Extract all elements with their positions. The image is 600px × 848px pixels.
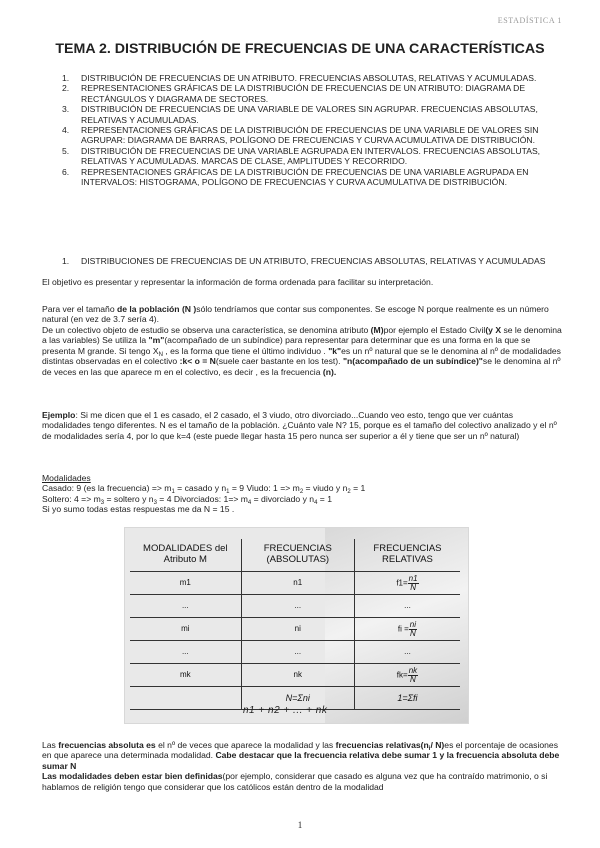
text-run: se le denomina a las variables) Se utiliza la xyxy=(42,325,562,346)
modalidades-line: Casado: 9 (es la frecuencia) => $m_1$ = casado y $n_1 = 9$ Viudo: $1 => m_2$ = viudo y $n_2 = 1$ xyxy=(42,483,366,496)
text-run: es el porcentaje de ocasiones en que aparece una determinada modalidad. xyxy=(42,740,559,761)
text-run-bold: (n xyxy=(420,740,429,750)
text-run: Para ver el tamaño xyxy=(42,304,117,314)
example-text: : Si me dicen que el 1 es casado, el 2 casado, el 3 viudo, otro divorciado...Cuando veo esto, tengo que ver cuántas modalidades tengo diferentes. N es el tamaño de la población. ¿Cuánto vale N? 15, porque es el tamaño del colectivo analizado y el nº de modalidades sería 4, por lo que k=4 (este puede llegar hasta 15 pero nunca ser superior a él y tiene que ser un nº natural) xyxy=(42,410,557,441)
toc-item xyxy=(62,104,562,125)
toc-number: 3. xyxy=(62,104,70,115)
handwritten-sum-note: n1 + n2 + ... + nk xyxy=(243,705,328,716)
text-run: De un colectivo objeto de estudio se observa una característica, se denomina atributo xyxy=(42,325,371,335)
table-cell: fk= $\frac{nk}{N}$ xyxy=(354,664,460,687)
text-run: es un nº natural que se le denomina al nº de modalidades distintas observadas en el colectivo xyxy=(42,345,561,367)
toc-text: REPRESENTACIONES GRÁFICAS DE LA DISTRIBUCIÓN DE FRECUENCIAS DE UN ATRIBUTO: DIAGRAMA DE RECTÁNGULOS Y DIAGRAMA DE SECTORES. xyxy=(81,83,526,104)
table-row xyxy=(130,595,460,618)
text-run-bold: (y X xyxy=(485,325,502,335)
frequency-table-image xyxy=(124,527,469,724)
toc-number: 5. xyxy=(62,145,70,156)
toc-text: REPRESENTACIONES GRÁFICAS DE LA DISTRIBUCIÓN DE FRECUENCIAS DE UNA VARIABLE AGRUPADA EN INTERVALOS: HISTOGRAMA, POLÍGONO DE FRECUENCIAS Y CURVA ACUMULATIVA DE DISTRIBUCIÓN. xyxy=(81,166,529,188)
text-run-bold: Las modalidades deben estar bien definidas xyxy=(42,771,223,782)
toc-item xyxy=(62,73,562,83)
toc-text: DISTRIBUCIÓN DE FRECUENCIAS DE UNA VARIABLE AGRUPADA EN INTERVALOS. FRECUENCIAS ABSOLUTAS, RELATIVAS Y ACUMULADAS. MARCAS DE CLASE, AMPLITUDES Y RECORRIDO. xyxy=(81,145,541,167)
page-title: TEMA 2. DISTRIBUCIÓN DE FRECUENCIAS DE UNA CARACTERÍSTICAS xyxy=(55,41,545,57)
modalidades-line: Soltero: $4 => m_3$ = soltero y $n_3 = 4$ Divorciados: $1=> m_4$ = divorciado y $n_4 = 1$ xyxy=(42,493,332,506)
table-cell: m1 xyxy=(130,572,241,595)
table-cell: N=Σni xyxy=(241,687,354,710)
section-heading xyxy=(62,256,562,266)
text-run: por ejemplo el Estado Civil xyxy=(383,325,486,335)
table-cell: ... xyxy=(130,641,241,664)
modalidades-block xyxy=(42,473,562,515)
frequency-table xyxy=(130,539,460,710)
text-run: el nº de veces que aparece la modalidad y las xyxy=(155,740,336,750)
toc-text: DISTRIBUCIÓN DE FRECUENCIAS DE UN ATRIBUTO. FRECUENCIAS ABSOLUTAS, RELATIVAS Y ACUMULADAS. xyxy=(81,73,537,83)
text-run: Las xyxy=(42,740,59,750)
toc-item xyxy=(62,125,562,146)
toc-number: 6. xyxy=(62,166,70,177)
text-run-bold: frecuencias absoluta es xyxy=(58,740,156,750)
table-cell: ... xyxy=(130,595,241,618)
table-row xyxy=(130,572,460,595)
text-run: , es la forma que tiene el último individuo . xyxy=(162,345,329,356)
table-row xyxy=(130,641,460,664)
population-paragraph xyxy=(42,304,562,325)
table-header: MODALIDADES del Atributo M xyxy=(130,539,241,572)
toc-item xyxy=(62,83,562,104)
header-tag: ESTADÍSTICA 1 xyxy=(497,16,562,25)
table-of-contents xyxy=(62,73,562,187)
table-row xyxy=(130,618,460,641)
text-run-bold: frecuencias relativas xyxy=(335,740,421,750)
table-cell: ... xyxy=(241,595,354,618)
subscript: N xyxy=(158,351,163,358)
objective-text: El objetivo es presentar y representar la información de forma ordenada para facilitar su interpretación. xyxy=(42,277,434,287)
table-cell: ni xyxy=(241,618,354,641)
text-run-bold: / N) xyxy=(430,740,445,750)
table-header: FRECUENCIAS (ABSOLUTAS) xyxy=(241,539,354,572)
text-run: (suele caer bastante en los test). xyxy=(215,356,343,367)
text-run: (acompañado de un subíndice) para representar para determinar que es una forma en la que se presenta M grande. Si tengo X xyxy=(42,335,531,356)
section-title: DISTRIBUCIONES DE FRECUENCIAS DE UN ATRIBUTO, FRECUENCIAS ABSOLUTAS, RELATIVAS Y ACUMULADAS xyxy=(81,256,546,266)
text-run: se le denomina al nº de veces en las que aparece m en el colectivo, es decir , es la frecuencia xyxy=(42,356,561,377)
attribute-paragraph xyxy=(42,325,562,377)
table-cell: ... xyxy=(354,641,460,664)
table-header: FRECUENCIAS RELATIVAS xyxy=(354,539,460,572)
table-cell: n1 xyxy=(241,572,354,595)
table-cell: nk xyxy=(241,664,354,687)
text-run-bold: Cabe destacar que la frecuencia relativa debe sumar 1 y la frecuencia absoluta debe sumar N xyxy=(42,750,560,771)
text-run: (por ejemplo, considerar que casado es alguna vez que ha contraído matrimonio, o si hablamos de religión tengo que considerar que los católicos están dentro de la modalidad xyxy=(42,771,548,792)
example-label: Ejemplo xyxy=(42,410,76,420)
table-row xyxy=(130,664,460,687)
modalidades-heading: Modalidades xyxy=(42,473,91,483)
table-cell: 1=Σfi xyxy=(354,687,460,710)
text-run-bold: (n). xyxy=(322,366,337,377)
table-cell: fi = $\frac{ni}{N}$ xyxy=(354,618,460,641)
toc-item xyxy=(62,167,562,188)
toc-number: 1. xyxy=(62,73,70,83)
subscript: i xyxy=(428,746,431,752)
table-cell xyxy=(130,687,241,710)
text-run: sólo tendríamos que contar sus componentes. Se escoge N porque realmente es un número natural (en vez de 3.7 sería 4). xyxy=(42,304,549,325)
page-number: 1 xyxy=(297,820,303,830)
frequencies-paragraph xyxy=(42,740,562,792)
text-run-bold: (M) xyxy=(370,325,384,335)
toc-text: REPRESENTACIONES GRÁFICAS DE LA DISTRIBUCIÓN DE FRECUENCIAS DE UNA VARIABLE DE VALORES SIN AGRUPAR: DIAGRAMA DE BARRAS, POLÍGONO DE FRECUENCIAS Y CURVA ACUMULATIVA DE DISTRIBUCIÓN. xyxy=(81,125,539,146)
toc-item xyxy=(62,146,562,167)
section-number: 1. xyxy=(62,256,70,266)
modalidades-line: Si yo sumo todas estas respuestas me da N = 15 . xyxy=(42,504,235,515)
text-run-bold: "n xyxy=(342,356,353,367)
example-paragraph xyxy=(42,410,562,441)
text-run-bold: de la población (N ) xyxy=(117,304,197,314)
objective-paragraph xyxy=(42,277,562,287)
table-cell: ... xyxy=(354,595,460,618)
table-cell: mk xyxy=(130,664,241,687)
text-run-bold: "k" xyxy=(328,345,342,356)
text-run-bold: (acompañado de un subíndice)" xyxy=(352,356,483,367)
table-cell: mi xyxy=(130,618,241,641)
text-run-bold: "m" xyxy=(148,335,165,346)
table-cell: ... xyxy=(241,641,354,664)
table-cell: f1= $\frac{n1}{N}$ xyxy=(354,572,460,595)
toc-number: 4. xyxy=(62,125,70,136)
toc-number: 2. xyxy=(62,83,70,94)
toc-text: DISTRIBUCIÓN DE FRECUENCIAS DE UNA VARIABLE DE VALORES SIN AGRUPAR. FRECUENCIAS ABSOLUTAS, RELATIVAS Y ACUMULADAS. xyxy=(81,104,538,125)
text-run-bold: :k< o = N xyxy=(179,356,216,367)
